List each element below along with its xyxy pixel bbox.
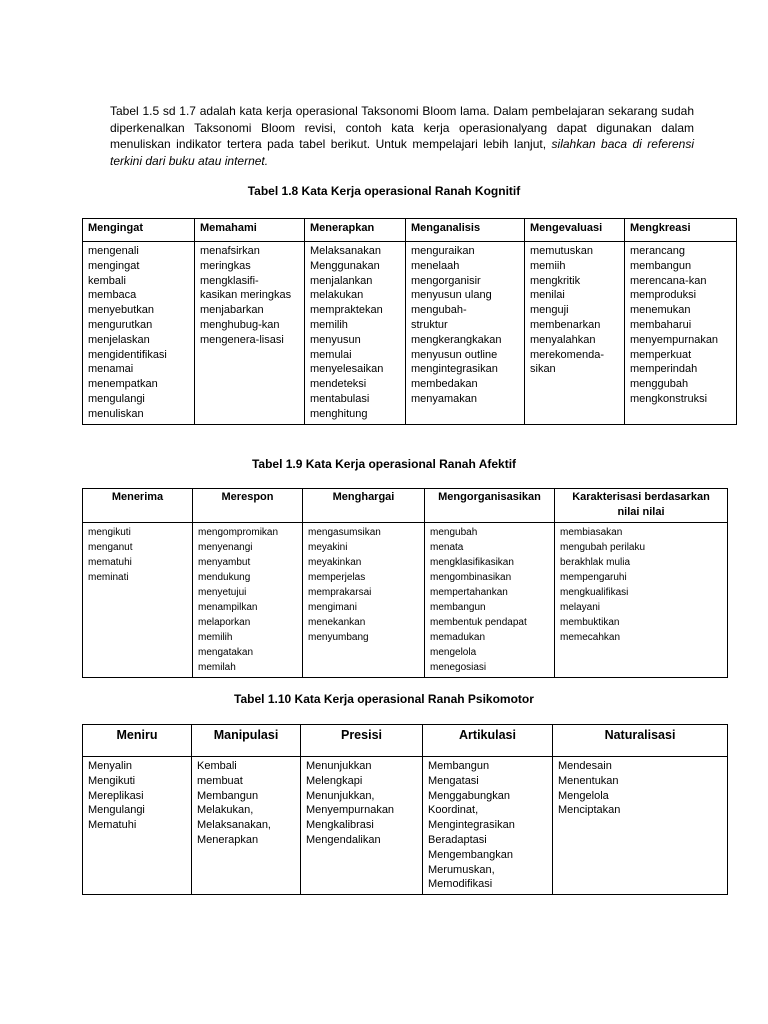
verb-item: mengkritik [530,274,581,287]
verb-item: menguji [530,304,569,317]
verb-item: memulai [310,348,352,361]
verb-item: Memodifikasi [428,878,493,891]
column-header: Artikulasi [423,725,553,757]
verb-item: memperindah [630,363,698,376]
verb-item: merencana-kan [630,274,707,287]
table-cell [83,523,193,678]
verb-item: mengubah perilaku [560,542,646,553]
table-cell [83,757,192,895]
verb-item: merancang [630,245,686,257]
table-cell [555,523,728,678]
verb-item: mengombinasikan [430,572,512,583]
verb-item: Melaksanakan [310,245,381,257]
verb-item: membaca [88,289,137,302]
table-cell [303,523,425,678]
verb-item: Mengelola [558,789,609,802]
verb-item: mengklasifi- [200,274,259,287]
verb-item: Menunjukkan [306,760,372,772]
table-cell [423,757,553,895]
verb-item: melaporkan [198,617,251,628]
verb-item: mengubah- [411,304,467,317]
verb-item: Mengintegrasikan [428,819,515,832]
verb-item: menyusun [310,333,361,346]
verb-item: menuliskan [88,407,144,420]
intro-text: Tabel 1.5 sd 1.7 adalah kata kerja operasional Taksonomi Bloom lama. Dalam pembelajaran sekarang sudah diperkenalkan Taksonomi Bloom revisi, contoh kata kerja operasionalyang dapat digunakan dalam menuliskan indikator tertera pada tabel berikut. Untuk mempelajari lebih lanjut, [110,104,694,151]
verb-item: melayani [560,602,601,613]
verb-item: memecahkan [560,632,621,643]
verb-item: Membangun [197,789,259,802]
verb-item: kasikan meringkas [200,289,292,302]
verb-item: Koordinat, [428,804,479,817]
verb-item: menyempurnakan [630,333,719,346]
verb-item: mendeteksi [310,378,367,391]
verb-item: sikan [530,363,556,376]
column-header: Mengkreasi [625,219,737,242]
verb-item: Mengendalikan [306,833,381,846]
verb-item: menyenangi [198,542,253,553]
verb-item: mengkerangkakan [411,333,502,346]
verb-item: menyambut [198,557,251,568]
verb-item: Menyalin [88,760,133,772]
verb-item: berakhlak mulia [560,557,631,568]
verb-item: mengulangi [88,392,145,405]
verb-item: menyetujui [198,587,247,598]
table-afektif [82,488,728,678]
verb-item: menyusun outline [411,348,498,361]
verb-item: memiih [530,259,566,272]
verb-item: Mengkalibrasi [306,819,374,832]
verb-item: Mematuhi [88,819,137,832]
verb-item: Mengikuti [88,774,136,787]
table-cell [425,523,555,678]
verb-item: mempraktekan [310,304,383,317]
verb-item: mendukung [198,572,251,583]
verb-item: memilih [198,632,233,643]
column-header: Karakterisasi berdasarkan nilai nilai [555,489,728,523]
verb-item: mengelola [430,647,477,658]
verb-item: Menggunakan [310,259,380,272]
verb-item: Kembali [197,760,237,772]
verb-item: meminati [88,572,129,583]
column-header: Mengingat [83,219,195,242]
verb-item: Mengulangi [88,804,145,817]
verb-item: menilai [530,289,565,302]
column-header: Menerima [83,489,193,523]
verb-item: membentuk pendapat [430,617,527,628]
verb-item: menafsirkan [200,245,260,257]
column-header: Manipulasi [192,725,301,757]
table-cell [83,242,195,425]
verb-item: menegosiasi [430,662,487,673]
verb-item: mengingat [88,259,140,272]
verb-item: Melakukan, [197,804,254,817]
column-header: Merespon [193,489,303,523]
table-kognitif [82,218,737,425]
verb-item: Menerapkan [197,833,259,846]
verb-item: Merumuskan, [428,863,495,876]
table-cell [625,242,737,425]
verb-item: menghitung [310,407,368,420]
verb-item: mengenera-lisasi [200,333,284,346]
verb-item: Menyempurnakan [306,804,395,817]
table-body-row [83,757,728,895]
verb-item: mengasumsikan [308,527,381,538]
verb-item: menyamakan [411,392,478,405]
verb-item: menekankan [308,617,366,628]
table-cell [525,242,625,425]
table-header-row [83,489,728,523]
column-header: Menerapkan [305,219,406,242]
verb-item: mentabulasi [310,392,370,405]
verb-item: merekomenda- [530,348,604,361]
table-cell [301,757,423,895]
verb-item: memprakarsai [308,587,372,598]
verb-item: mempertahankan [430,587,508,598]
verb-item: memilih [310,318,348,331]
table-header-row [83,219,737,242]
verb-item: membiasakan [560,527,623,538]
verb-item: menjalankan [310,274,373,287]
verb-item: Mendesain [558,760,612,772]
verb-item: membuktikan [560,617,620,628]
verb-item: Melengkapi [306,774,363,787]
verb-item: membangun [630,259,692,272]
verb-item: Melaksanakan, [197,819,271,832]
verb-item: menghubug-kan [200,318,280,331]
verb-item: mengkualifikasi [560,587,629,598]
verb-item: menampilkan [198,602,258,613]
verb-item: menjelaskan [88,333,150,346]
verb-item: menganut [88,542,133,553]
table-cell [192,757,301,895]
verb-item: kembali [88,274,126,287]
verb-item: Membangun [428,760,490,772]
table-afektif-caption: Tabel 1.9 Kata Kerja operasional Ranah Afektif [251,457,517,471]
verb-item: meringkas [200,259,251,272]
verb-item: menyumbang [308,632,369,643]
column-header: Mengorganisasikan [425,489,555,523]
verb-item: memproduksi [630,289,697,302]
verb-item: menyelesaikan [310,363,384,376]
column-header: Mengevaluasi [525,219,625,242]
verb-item: mengidentifikasi [88,348,167,361]
verb-item: memperkuat [630,348,692,361]
table-psikomotor-caption: Tabel 1.10 Kata Kerja operasional Ranah Psikomotor [234,692,534,706]
verb-item: Mengatasi [428,774,479,787]
column-header: Meniru [83,725,192,757]
verb-item: melakukan [310,289,364,302]
verb-item: membenarkan [530,318,601,331]
verb-item: menemukan [630,304,691,317]
verb-item: menjabarkan [200,304,264,317]
verb-item: mengatakan [198,647,254,658]
verb-item: Menggabungkan [428,789,510,802]
verb-item: menggubah [630,378,689,391]
verb-item: memilah [198,662,236,673]
intro-italic-text: silahkan baca di referensi terkini dari buku atau internet. [110,137,694,168]
verb-item: mengkonstruksi [630,392,708,405]
column-header: Memahami [195,219,305,242]
table-kognitif-caption: Tabel 1.8 Kata Kerja operasional Ranah Kognitif [247,184,521,198]
verb-item: membaharui [630,318,692,331]
verb-item: Menentukan [558,774,619,787]
verb-item: mengimani [308,602,357,613]
verb-item: mengurutkan [88,318,153,331]
verb-item: Menciptakan [558,804,621,817]
verb-item: mengikuti [88,527,131,538]
verb-item: menata [430,542,464,553]
table-cell [193,523,303,678]
table-cell [305,242,406,425]
verb-item: mengompromikan [198,527,279,538]
verb-item: Mengembangkan [428,848,514,861]
verb-item: Menunjukkan, [306,789,375,802]
verb-item: mengintegrasikan [411,363,498,376]
table-cell [195,242,305,425]
table-header-row [83,725,728,757]
table-body-row [83,523,728,678]
verb-item: menempatkan [88,378,158,391]
table-psikomotor [82,724,728,895]
verb-item: mengklasifikasikan [430,557,514,568]
table-body-row [83,242,737,425]
verb-item: membedakan [411,378,478,391]
verb-item: menyusun ulang [411,289,492,302]
column-header: Naturalisasi [553,725,728,757]
verb-item: Beradaptasi [428,833,487,846]
column-header: Menganalisis [406,219,525,242]
verb-item: mematuhi [88,557,132,568]
verb-item: meyakinkan [308,557,362,568]
intro-paragraph [110,103,694,169]
verb-item: menguraikan [411,245,475,257]
verb-item: meyakini [308,542,348,553]
verb-item: mempengaruhi [560,572,627,583]
table-cell [406,242,525,425]
verb-item: menamai [88,363,134,376]
column-header: Menghargai [303,489,425,523]
verb-item: Mereplikasi [88,789,144,802]
column-header: Presisi [301,725,423,757]
verb-item: struktur [411,318,448,331]
verb-item: membangun [430,602,486,613]
verb-item: mengubah [430,527,478,538]
verb-item: mengenali [88,245,139,257]
verb-item: menyebutkan [88,304,155,317]
verb-item: memutuskan [530,245,593,257]
verb-item: menelaah [411,259,460,272]
verb-item: memadukan [430,632,486,643]
table-cell [553,757,728,895]
verb-item: membuat [197,774,243,787]
verb-item: mengorganisir [411,274,481,287]
verb-item: memperjelas [308,572,366,583]
verb-item: menyalahkan [530,333,596,346]
